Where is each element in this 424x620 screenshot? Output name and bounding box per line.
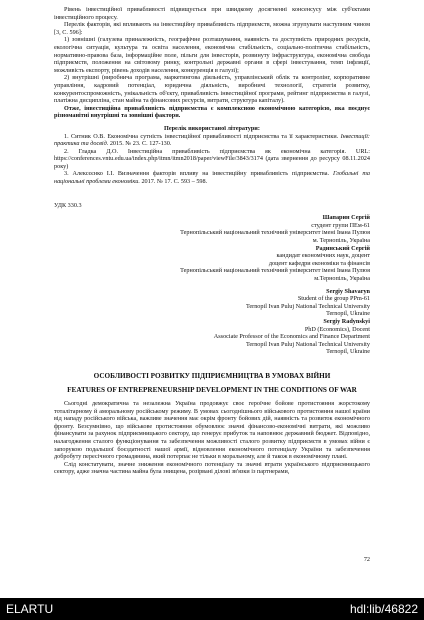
author-org: Ternopil Ivan Puluj National Technical University: [246, 340, 370, 348]
author-city: м. Тернопіль, Україна: [312, 237, 370, 245]
article-paragraph: Сьогодні демократична та незалежна Україна продовжує своє героїчне бойове протистояння жорстокому тоталітарному й аморальному російському режиму. В умовах сьогоднішнього військового протистояння нашої країни від нападу російського війська, важливе значення має окрім фронту бойових дій, наявність та розвиток економічного фронту. Безсумнівно, що військове протистояння обумовлює значні фінансово-економічні витрати, які можливо фінансувати за рахунок підприємницького сектору, що генерує прибуток та наповнює державний бюджет. Відповідно, налагодження сталого функціонування та забезпечення можливості сталого розвитку підприємств в умовах війни є запорукою подальшої боєздатності нашої армії, відновлення економічного потенціалу України та забезпечення добробуту пересічного громадянина, який потерпає не тільки в моральному, але й також в економічному плані.: [54, 399, 370, 461]
repository-name: ELARTU: [6, 602, 54, 616]
body-paragraph: 1) зовнішні (галузева приналежність, географічне розташування, наявність та доступність природних ресурсів, екологічна ситуація, культура та освіта населення, економічна стабільність, соціально-політична стабільність, нормативно-правова база, інформаційне поле, пільги для інвесторів, розвинуту інфраструктура, економічна свобода підприємств, положення на світовому ринку, контрольні державні органи в сфері інвестування, темп інфляції, можливість експорту, рівень доходів населення, конкуренція в галузі);: [54, 36, 370, 74]
udc-code: УДК 330.3: [54, 201, 82, 209]
author-org: Ternopil Ivan Puluj National Technical University: [246, 302, 370, 310]
reference-item: 1. Ситник О.В. Економічна сутність інвестиційної привабливості підприємства та її характеристики. Інвестиції: практика та досвід. 2015. № 23. С. 127-130.: [54, 132, 370, 148]
author-name: Радинський Сергій: [315, 244, 370, 252]
author-role: Student of the group PPm-61: [297, 295, 370, 303]
reference-item: 3. Алексєєнко І.І. Визначення факторів впливу на інвестиційну привабливість підприємства. Глобальні та національні проблеми економіки. 2017. № 17. С. 593 – 598.: [54, 170, 370, 186]
author-name: Sergiy Shavaryn: [326, 287, 370, 295]
author-city: Ternopil, Ukraine: [326, 310, 370, 318]
page-number: 72: [363, 556, 370, 563]
author-city: м.Тернопіль, Україна: [314, 275, 370, 282]
references-heading: Перелік використаної літератури:: [164, 124, 260, 132]
body-paragraph: Рівень інвестиційної привабливості підвищується при швидкому досягненні консенсусу між суб'єктами інвестиційного процесу.: [54, 6, 370, 21]
author-org: Тернопільський національний технічний університет імені Івана Пулюя: [180, 229, 370, 237]
author-city: Ternopil, Ukraine: [326, 348, 370, 356]
article-paragraph: Слід констатувати, значне зниження економічного потенціалу та значні втрати українського підприємницького сектору, адже значна частина майна була знищена, розірвані ділові зв'язки із партнерами,: [54, 460, 370, 476]
authors-ua: [54, 214, 370, 282]
article-title-en: FEATURES OF ENTREPRENEURSHIP DEVELOPMENT IN THE CONDITIONS OF WAR: [67, 385, 357, 394]
author-name: Sergiy Radynskyi: [323, 317, 370, 325]
reference-item: 2. Гладка Д.О. Інвестиційна привабливість підприємства як економічна категорія. URL: https://conferences.vntu.edu.ua/index.php/itmn/itmn2018/paper/viewFile/3843/3174 (дата звернення до ресурсу 08.11.2024 року): [54, 147, 370, 170]
author-role: студент групи ПЕм-61: [311, 221, 370, 229]
repository-footer: [0, 598, 424, 620]
article-title-ua: ОСОБЛИВОСТІ РОЗВИТКУ ПІДПРИЄМНИЦТВА В УМОВАХ ВІЙНИ: [93, 371, 331, 380]
body-paragraph: Перелік факторів, які впливають на інвестиційну привабливість підприємств, можна згрупувати наступним чином [3, С. 596]:: [54, 21, 370, 36]
author-role: PhD (Economics), Docent: [304, 325, 370, 333]
authors-en: [54, 288, 370, 356]
author-role: Associate Professor of the Economics and Finance Department: [213, 333, 370, 341]
author-org: Тернопільський національний технічний університет імені Івана Пулюя: [180, 267, 370, 275]
handle-id: hdl:lib/46822: [349, 602, 418, 616]
author-role: кандидат економічних наук, доцент: [276, 252, 370, 260]
author-role: доцент кафедри економіки та фінансів: [268, 259, 370, 267]
author-name: Шапарин Сергій: [322, 214, 370, 222]
body-paragraph: 2) внутрішні (виробнича програма, маркетингова діяльність, управлінський облік та контролінг, корпоративне управління, кадровий потенціал, юридична діяльність, виробничі технології, стратегія розвитку, конкурентоспроможність, унікальність об'єкту, привабливість інвестиційної програми, рейтинг підприємства в галузі, платіжна дисципліна, стан майна та фінансових ресурсів, витрати, структура капіталу).: [54, 74, 370, 105]
conclusion-paragraph: Отже, інвестиційна привабливість підприємства є комплексною економічною категорією, яка поєднує різноманітні внутрішні та зовнішні фактори.: [54, 104, 370, 120]
